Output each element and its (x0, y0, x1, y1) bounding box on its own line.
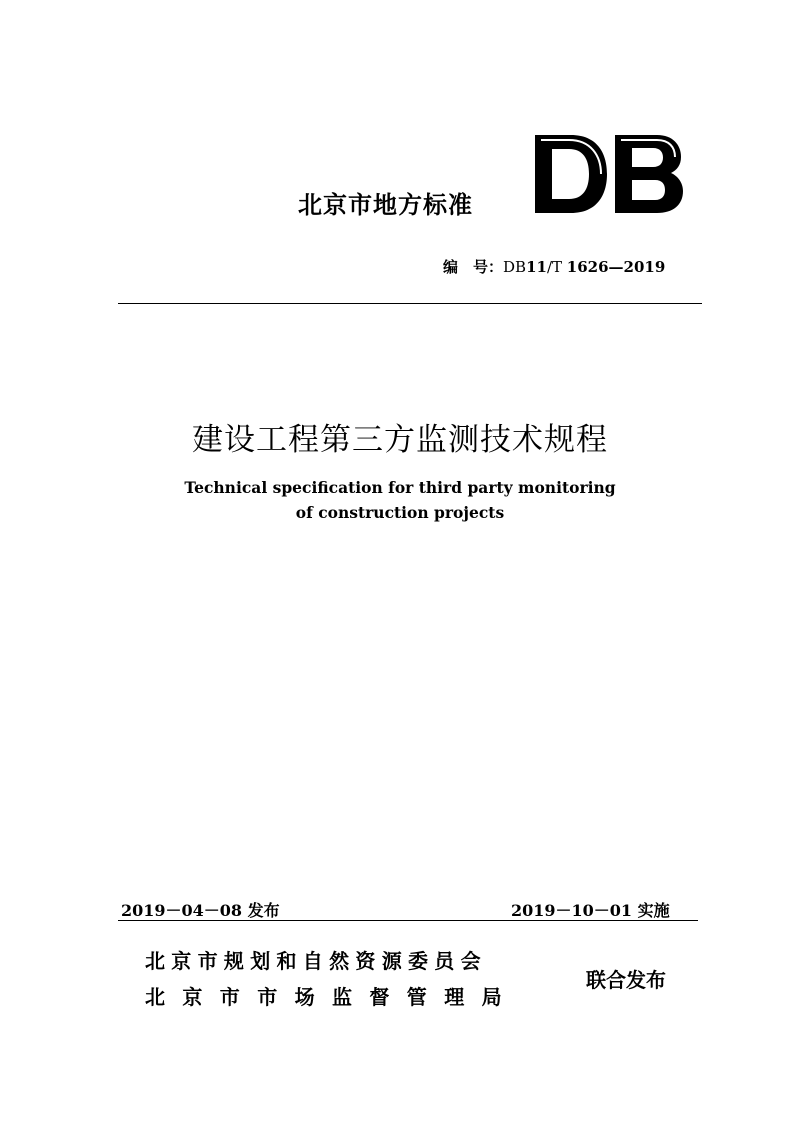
standard-code-year: 1626—2019 (566, 258, 666, 276)
standard-code-separator: /T (546, 258, 567, 276)
document-title-english-line1: Technical specification for third party monitoring (184, 478, 616, 497)
bottom-divider (118, 920, 698, 921)
document-title-english-line2: of construction projects (295, 503, 505, 522)
issue-date: 2019－04－08 发布 (121, 901, 280, 920)
issuer-planning-commission: 北京市规划和自然资源委员会 (145, 949, 487, 973)
db-logo (533, 133, 683, 215)
standard-code-number: 11 (526, 258, 547, 276)
issuer-market-regulation-bureau: 北京市市场监督管理局 (145, 985, 519, 1009)
standard-code (443, 256, 665, 277)
standard-label: 北京市地方标准 (298, 191, 473, 219)
top-divider (118, 303, 702, 304)
implementation-date: 2019－10－01 实施 (511, 901, 670, 920)
standard-code-label: 编 号： (443, 258, 504, 276)
joint-issue-label: 联合发布 (586, 968, 666, 992)
document-title-chinese: 建设工程第三方监测技术规程 (192, 422, 608, 458)
standard-code-prefix: DB (503, 258, 527, 276)
